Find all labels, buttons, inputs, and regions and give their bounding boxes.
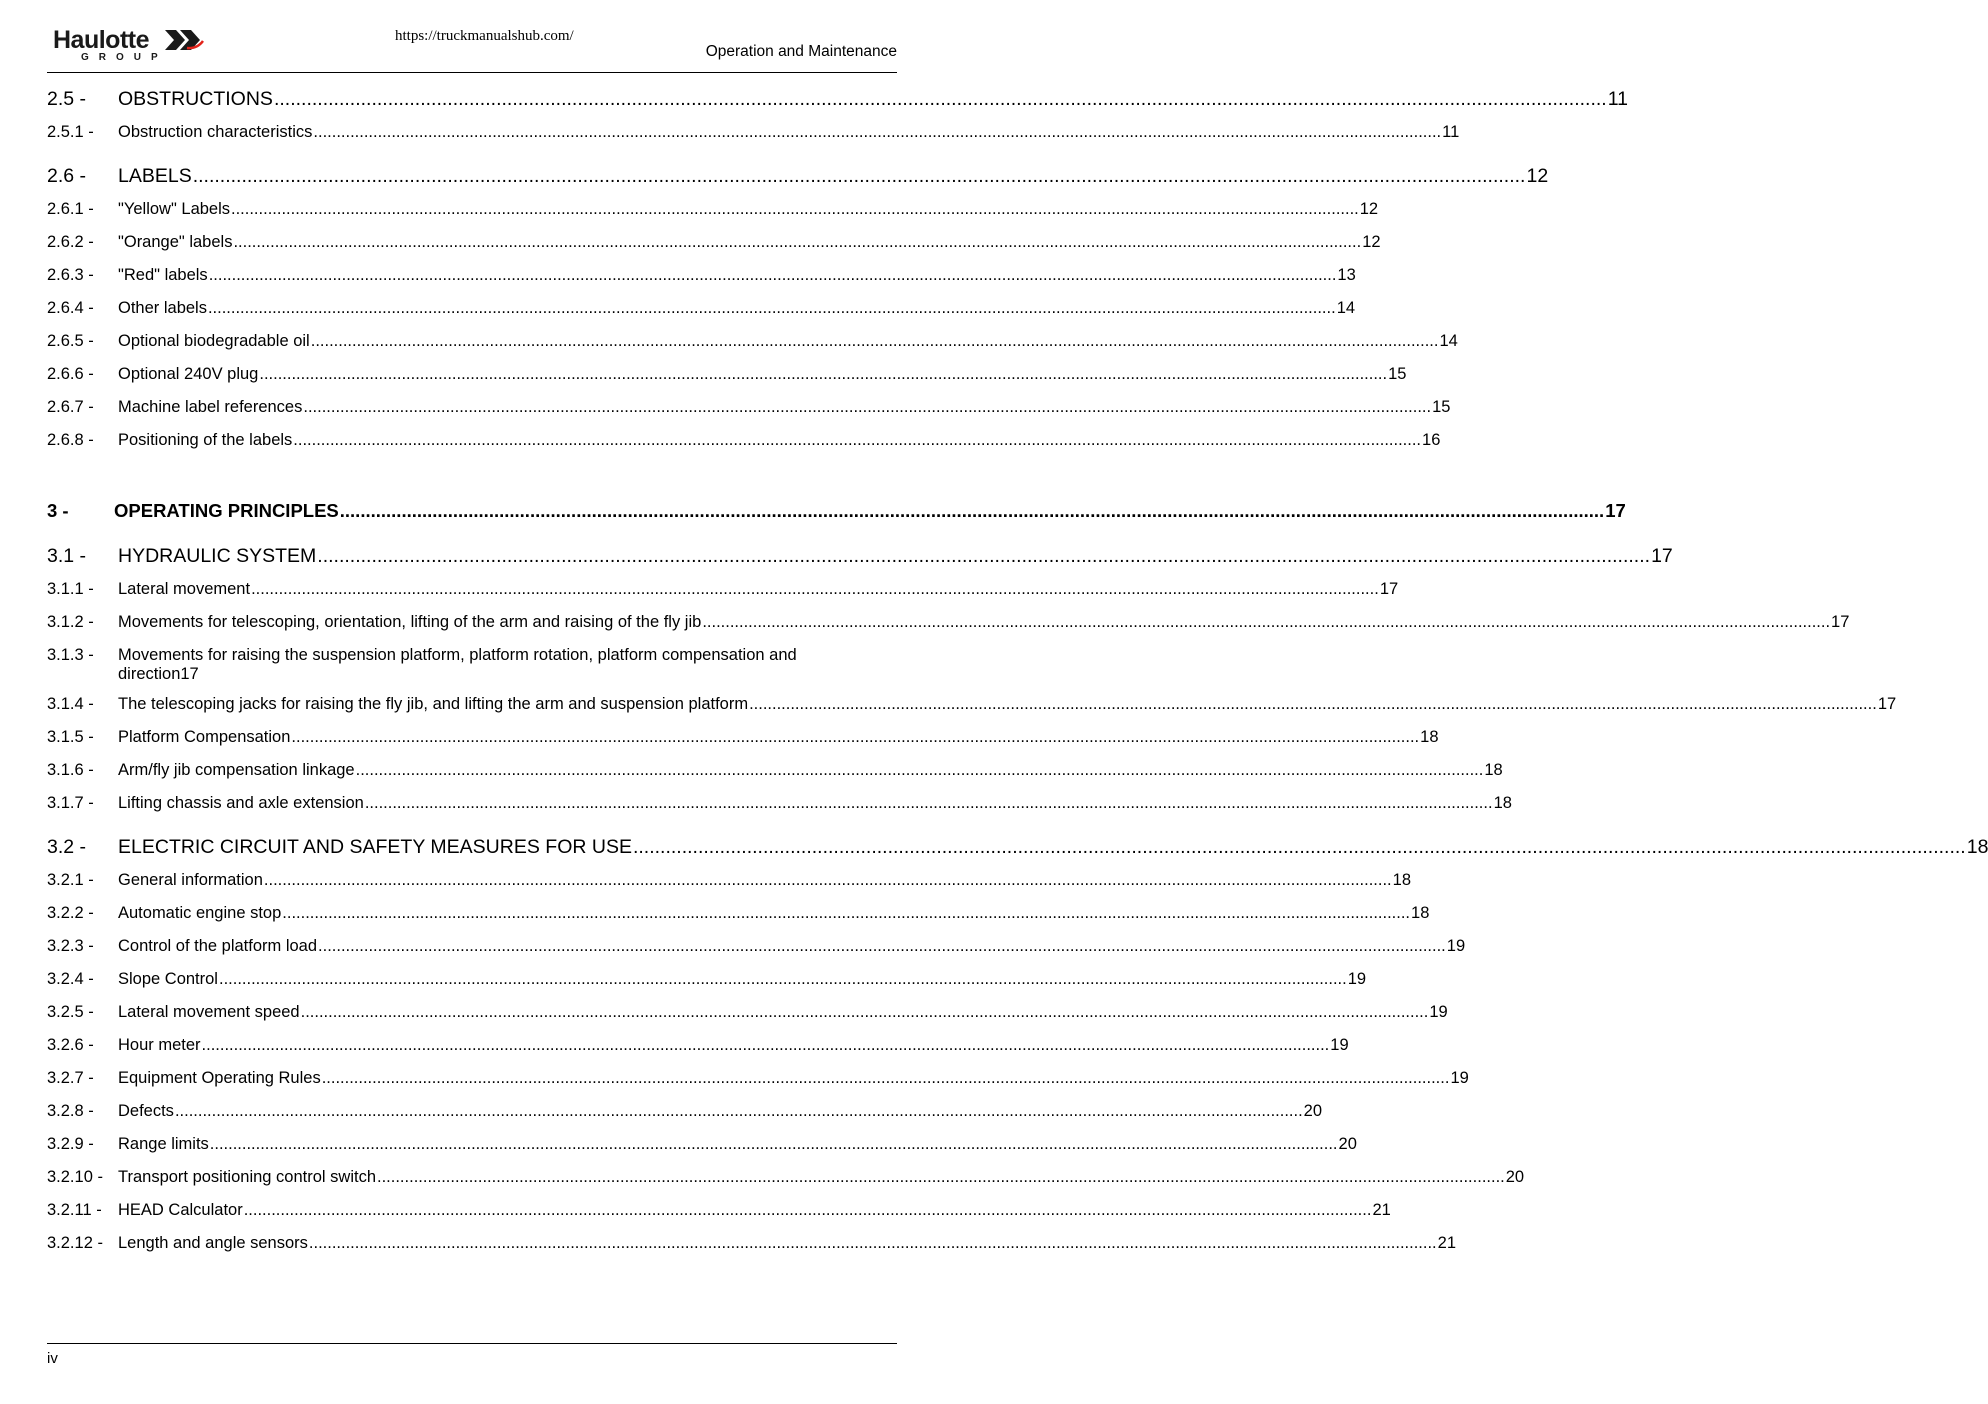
toc-title: Movements for raising the suspension platform, platform rotation, platform compensation and xyxy=(118,646,797,664)
toc-leader-dots xyxy=(251,580,1379,599)
toc-entry-2-6-7[interactable] xyxy=(47,398,1451,420)
toc-title: "Yellow" Labels xyxy=(118,200,231,218)
toc-number: 2.5.1 - xyxy=(47,123,94,141)
toc-number: 2.6.2 - xyxy=(47,233,94,251)
toc-leader-dots xyxy=(293,431,1421,450)
toc-page: 17 xyxy=(1605,500,1626,521)
toc-page: 11 xyxy=(1442,123,1460,141)
toc-number: 2.6.4 - xyxy=(47,299,94,317)
toc-title-continuation: direction17 xyxy=(118,665,199,683)
toc-title: Range limits xyxy=(118,1135,209,1153)
toc-leader-dots xyxy=(633,836,1966,859)
toc-page: 14 xyxy=(1439,332,1458,350)
toc-entry-3-2-6[interactable] xyxy=(47,1036,1349,1058)
toc-page: 19 xyxy=(1330,1036,1349,1054)
toc-page: 18 xyxy=(1411,904,1430,922)
toc-number: 3.2.10 - xyxy=(47,1168,103,1186)
toc-title: OBSTRUCTIONS xyxy=(118,88,273,110)
toc-leader-dots xyxy=(264,871,1392,890)
toc-leader-dots xyxy=(318,937,1446,956)
toc-title: LABELS xyxy=(118,165,192,187)
toc-page: 17 xyxy=(1379,580,1399,598)
toc-title: Control of the platform load xyxy=(118,937,318,955)
toc-number: 3.1.1 - xyxy=(47,580,94,598)
toc-title: Movements for telescoping, orientation, lifting of the arm and raising of the fly jib xyxy=(118,613,702,631)
toc-leader-dots xyxy=(193,165,1526,188)
table-of-contents xyxy=(47,88,1988,1256)
toc-title: Platform Compensation xyxy=(118,728,291,746)
toc-title: ELECTRIC CIRCUIT AND SAFETY MEASURES FOR USE xyxy=(118,836,632,858)
toc-leader-dots xyxy=(244,1201,1372,1220)
toc-entry-3-1-1[interactable] xyxy=(47,580,1399,602)
toc-title: "Red" labels xyxy=(118,266,208,284)
toc-leader-dots xyxy=(209,266,1337,285)
toc-leader-dots xyxy=(340,500,1604,522)
toc-entry-2-6-4[interactable] xyxy=(47,299,1356,321)
toc-title: Machine label references xyxy=(118,398,303,416)
toc-number: 2.6.6 - xyxy=(47,365,94,383)
document-header-title: Operation and Maintenance xyxy=(705,43,897,60)
toc-number: 2.6.1 - xyxy=(47,200,94,218)
toc-page: 12 xyxy=(1526,165,1549,187)
toc-leader-dots xyxy=(291,728,1419,747)
toc-number: 2.6 - xyxy=(47,165,87,187)
toc-entry-3-2-5[interactable] xyxy=(47,1003,1448,1025)
logo-wordmark: Haulotte xyxy=(53,26,149,54)
toc-leader-dots xyxy=(274,88,1607,111)
toc-title: Other labels xyxy=(118,299,207,317)
toc-page: 18 xyxy=(1484,761,1503,779)
toc-page: 21 xyxy=(1437,1234,1456,1252)
toc-entry-2-6[interactable] xyxy=(47,165,1549,191)
toc-entry-3-1-2[interactable] xyxy=(47,613,1850,635)
toc-title: Optional biodegradable oil xyxy=(118,332,310,350)
toc-leader-dots xyxy=(303,398,1431,417)
toc-entry-3-1-4[interactable] xyxy=(47,695,1897,717)
toc-entry-3-1-7[interactable] xyxy=(47,794,1512,816)
toc-entry-2-6-1[interactable] xyxy=(47,200,1379,222)
toc-entry-3-2-1[interactable] xyxy=(47,871,1412,893)
toc-leader-dots xyxy=(377,1168,1505,1187)
toc-leader-dots xyxy=(356,761,1484,780)
toc-number: 3.2.8 - xyxy=(47,1102,94,1120)
toc-title: HYDRAULIC SYSTEM xyxy=(118,545,317,567)
toc-page: 11 xyxy=(1607,88,1628,110)
toc-number: 3.2.1 - xyxy=(47,871,94,889)
toc-title: Lifting chassis and axle extension xyxy=(118,794,364,812)
toc-title: Lateral movement speed xyxy=(118,1003,300,1021)
toc-entry-2-6-6[interactable] xyxy=(47,365,1407,387)
toc-page: 17 xyxy=(1877,695,1897,713)
toc-entry-2-6-3[interactable] xyxy=(47,266,1356,288)
toc-entry-3[interactable] xyxy=(47,500,1626,524)
toc-title: Hour meter xyxy=(118,1036,201,1054)
toc-number: 3.2.11 - xyxy=(47,1201,102,1219)
header-divider xyxy=(47,72,897,73)
toc-page: 20 xyxy=(1338,1135,1357,1153)
toc-page: 19 xyxy=(1446,937,1466,955)
toc-leader-dots xyxy=(202,1036,1330,1055)
toc-title: HEAD Calculator xyxy=(118,1201,243,1219)
toc-number: 3.2.12 - xyxy=(47,1234,103,1252)
toc-entry-3-2-11[interactable] xyxy=(47,1201,1391,1223)
toc-title: The telescoping jacks for raising the fly jib, and lifting the arm and suspension platform xyxy=(118,695,749,713)
haulotte-logo xyxy=(53,26,213,66)
toc-entry-3-2-10[interactable] xyxy=(47,1168,1525,1190)
toc-number: 3.1.4 - xyxy=(47,695,94,713)
toc-page: 18 xyxy=(1493,794,1512,812)
toc-number: 3.1.5 - xyxy=(47,728,94,746)
toc-number: 3.2.7 - xyxy=(47,1069,94,1087)
toc-title: General information xyxy=(118,871,263,889)
toc-page: 15 xyxy=(1432,398,1451,416)
toc-number: 2.6.5 - xyxy=(47,332,94,350)
toc-entry-2-6-5[interactable] xyxy=(47,332,1458,354)
toc-entry-3-1-3[interactable] xyxy=(47,646,873,684)
toc-entry-3-1-6[interactable] xyxy=(47,761,1503,783)
toc-title: Defects xyxy=(118,1102,174,1120)
toc-page: 19 xyxy=(1347,970,1367,988)
toc-leader-dots xyxy=(208,299,1336,318)
toc-page: 20 xyxy=(1303,1102,1323,1120)
toc-page: 18 xyxy=(1392,871,1412,889)
toc-leader-dots xyxy=(317,545,1650,568)
toc-number: 3.2.3 - xyxy=(47,937,94,955)
toc-page: 16 xyxy=(1422,431,1441,449)
toc-number: 2.6.7 - xyxy=(47,398,94,416)
toc-page: 13 xyxy=(1337,266,1356,284)
toc-number: 3.2.6 - xyxy=(47,1036,94,1054)
toc-leader-dots xyxy=(282,904,1410,923)
toc-page: 14 xyxy=(1336,299,1356,317)
toc-number: 3.2.2 - xyxy=(47,904,94,922)
toc-entry-3-2-3[interactable] xyxy=(47,937,1466,959)
toc-leader-dots xyxy=(365,794,1493,813)
toc-leader-dots xyxy=(309,1234,1437,1253)
toc-number: 3.2.9 - xyxy=(47,1135,94,1153)
source-url[interactable]: https://truckmanualshub.com/ xyxy=(395,28,574,44)
toc-number: 2.6.8 - xyxy=(47,431,94,449)
toc-page: 12 xyxy=(1362,233,1381,251)
toc-leader-dots xyxy=(210,1135,1338,1154)
toc-entry-2-5[interactable] xyxy=(47,88,1628,114)
toc-page: 19 xyxy=(1429,1003,1448,1021)
toc-title: Slope Control xyxy=(118,970,218,988)
toc-leader-dots xyxy=(259,365,1387,384)
toc-leader-dots xyxy=(233,233,1361,252)
toc-page: 17 xyxy=(1831,613,1850,631)
toc-leader-dots xyxy=(175,1102,1303,1121)
footer-divider xyxy=(47,1343,897,1344)
toc-entry-2-6-2[interactable] xyxy=(47,233,1381,255)
toc-entry-3-2-4[interactable] xyxy=(47,970,1367,992)
toc-number: 3.1.3 - xyxy=(47,646,94,664)
toc-page: 12 xyxy=(1359,200,1379,218)
toc-entry-2-6-8[interactable] xyxy=(47,431,1441,453)
footer-page-number: iv xyxy=(47,1350,58,1367)
toc-number: 3 - xyxy=(47,500,69,521)
toc-entry-3-2-12[interactable] xyxy=(47,1234,1456,1256)
toc-title: OPERATING PRINCIPLES xyxy=(114,500,339,521)
toc-entry-3-1-5[interactable] xyxy=(47,728,1439,750)
toc-title: "Orange" labels xyxy=(118,233,233,251)
toc-page: 21 xyxy=(1372,1201,1391,1219)
toc-entry-3-2-7[interactable] xyxy=(47,1069,1469,1091)
toc-title: Arm/fly jib compensation linkage xyxy=(118,761,355,779)
toc-number: 2.5 - xyxy=(47,88,87,110)
toc-title: Optional 240V plug xyxy=(118,365,259,383)
toc-entry-2-5-1[interactable] xyxy=(47,123,1460,145)
toc-page: 15 xyxy=(1388,365,1407,383)
toc-number: 3.1 - xyxy=(47,545,87,567)
toc-leader-dots xyxy=(313,123,1441,142)
toc-number: 3.2 - xyxy=(47,836,87,858)
toc-title: Positioning of the labels xyxy=(118,431,293,449)
toc-page: 19 xyxy=(1450,1069,1469,1087)
toc-title: Transport positioning control switch xyxy=(118,1168,377,1186)
toc-entry-3-2-8[interactable] xyxy=(47,1102,1323,1124)
toc-leader-dots xyxy=(749,695,1877,714)
toc-leader-dots xyxy=(219,970,1347,989)
toc-entry-3-2[interactable] xyxy=(47,836,1988,862)
toc-leader-dots xyxy=(702,613,1830,632)
toc-entry-3-2-9[interactable] xyxy=(47,1135,1357,1157)
toc-title: Equipment Operating Rules xyxy=(118,1069,321,1087)
toc-entry-3-2-2[interactable] xyxy=(47,904,1430,926)
toc-number: 3.1.6 - xyxy=(47,761,94,779)
toc-page: 18 xyxy=(1420,728,1439,746)
toc-title: Obstruction characteristics xyxy=(118,123,313,141)
toc-leader-dots xyxy=(301,1003,1429,1022)
logo-chevrons-icon xyxy=(163,27,205,53)
toc-page: 17 xyxy=(1651,545,1673,567)
toc-leader-dots xyxy=(322,1069,1450,1088)
toc-title: Automatic engine stop xyxy=(118,904,282,922)
toc-number: 2.6.3 - xyxy=(47,266,94,284)
toc-entry-3-1[interactable] xyxy=(47,545,1673,571)
toc-title: Lateral movement xyxy=(118,580,251,598)
toc-title: Length and angle sensors xyxy=(118,1234,308,1252)
toc-number: 3.2.5 - xyxy=(47,1003,94,1021)
toc-number: 3.2.4 - xyxy=(47,970,94,988)
toc-page: 18 xyxy=(1966,836,1988,858)
toc-page: 20 xyxy=(1505,1168,1525,1186)
logo-group-text: GROUP xyxy=(81,52,168,63)
toc-leader-dots xyxy=(231,200,1359,219)
toc-number: 3.1.7 - xyxy=(47,794,94,812)
toc-number: 3.1.2 - xyxy=(47,613,94,631)
toc-leader-dots xyxy=(311,332,1439,351)
